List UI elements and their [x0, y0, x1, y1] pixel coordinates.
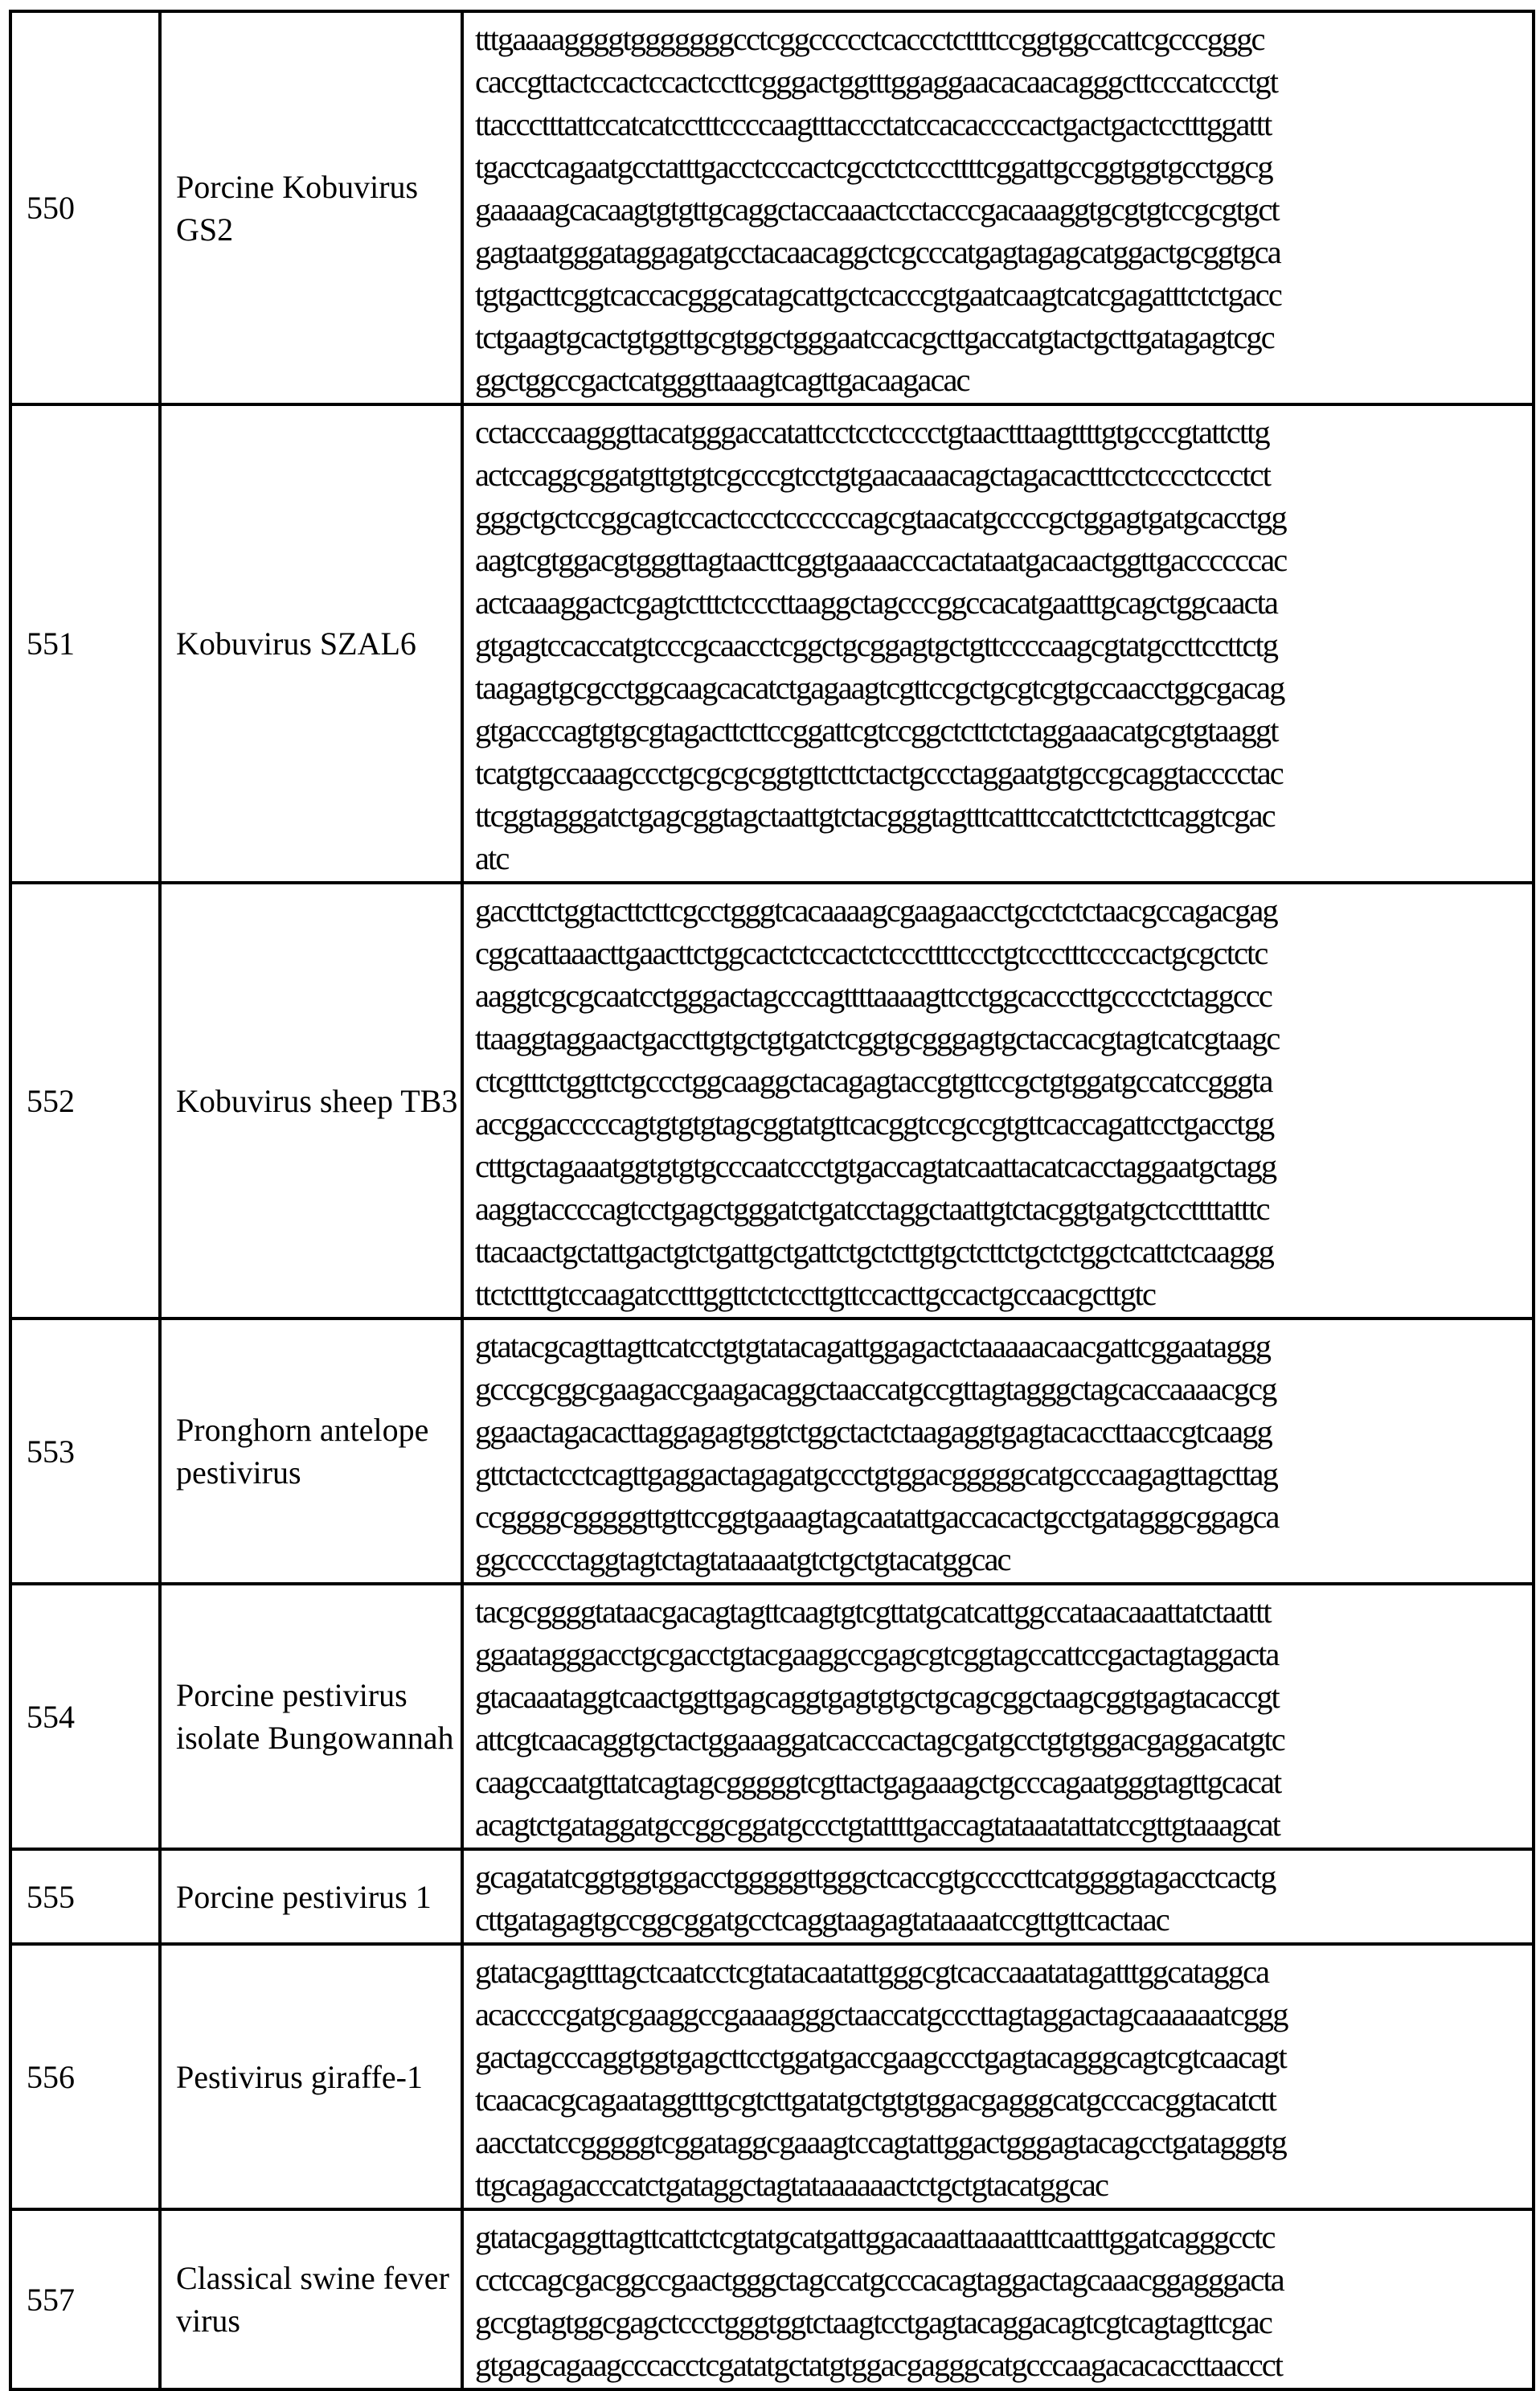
sequence-cell — [462, 1584, 1534, 1849]
sequence-line: ttaccctttattccatcatcctttccccaagtttaccctatccacaccccactgactgactcctttggattt — [475, 106, 1272, 142]
seq-id-cell: 550 — [10, 11, 160, 404]
sequence-line: gtatacgagtttagctcaatcctcgtatacaatattgggcgtcaccaaatatagatttggcataggca — [475, 1954, 1269, 1990]
seq-id-cell: 555 — [10, 1849, 160, 1944]
sequence-line: tgacctcagaatgcctatttgacctcccactcgcctctcccttttcggattgccggtggtgcctggcg — [475, 149, 1272, 185]
table-row — [10, 11, 1534, 404]
sequence-line: gtatacgcagttagttcatcctgtgtatacagattggagactctaaaaacaacgattcggaataggg — [475, 1328, 1271, 1364]
virus-name-cell: Porcine Kobuvirus GS2 — [160, 11, 462, 404]
sequence-line: actccaggcggatgttgtgtcgcccgtcctgtgaacaaacagctagacactttcctcccctccctct — [475, 457, 1270, 493]
sequence-line: ttaaggtaggaactgaccttgtgctgtgatctcggtgcgggagtgctaccacgtagtcatcgtaagc — [475, 1020, 1280, 1056]
sequence-line: gaccttctggtacttcttcgcctgggtcacaaaagcgaagaacctgcctctctaacgccagacgag — [475, 892, 1277, 929]
seq-id-cell: 556 — [10, 1944, 160, 2209]
sequence-cell — [462, 1849, 1534, 1944]
sequence-line: gtacaaataggtcaactggttgagcaggtgagtgtgctgcagcggctaagcggtgagtacaccgt — [475, 1679, 1279, 1715]
sequence-line: cggcattaaacttgaacttctggcactctccactctcccttttccctgtccctttccccactgcgctctc — [475, 935, 1268, 971]
sequence-table — [9, 10, 1535, 2391]
sequence-cell — [462, 2209, 1534, 2389]
sequence-line: gactagcccaggtggtgagcttcctggatgaccgaagccctgagtacagggcagtcgtcaacagt — [475, 2039, 1286, 2075]
sequence-line: aaggtaccccagtcctgagctgggatctgatcctaggctaattgtctacggtgatgctccttttatttc — [475, 1191, 1269, 1227]
sequence-line: gtgagtccaccatgtcccgcaacctcggctgcggagtgctgttccccaagcgtatgccttccttctg — [475, 627, 1278, 663]
sequence-table-body — [10, 11, 1534, 2389]
sequence-line: ttctctttgtccaagatcctttggttctctccttgttccacttgccactgccaacgcttgtc — [475, 1276, 1155, 1312]
virus-name-cell: Kobuvirus SZAL6 — [160, 404, 462, 883]
sequence-line: attcgtcaacaggtgctactggaaaggatcacccactagcgatgcctgtgtggacgaggacatgtc — [475, 1721, 1284, 1757]
seq-id-cell: 557 — [10, 2209, 160, 2389]
sequence-line: acaccccgatgcgaaggccgaaaagggctaaccatgcccttagtaggactagcaaaaaatcggg — [475, 1996, 1288, 2032]
virus-name-cell: Kobuvirus sheep TB3 — [160, 883, 462, 1319]
virus-name-cell: Pestivirus giraffe-1 — [160, 1944, 462, 2209]
table-row — [10, 1319, 1534, 1584]
table-row — [10, 2209, 1534, 2389]
table-row — [10, 1584, 1534, 1849]
virus-name-cell: Pronghorn antelope pestivirus — [160, 1319, 462, 1584]
sequence-line: ggaatagggacctgcgacctgtacgaaggccgagcgtcggtagccattccgactagtaggacta — [475, 1636, 1279, 1672]
sequence-line: tgtgacttcggtcaccacgggcatagcattgctcacccgtgaatcaagtcatcgagatttctctgacc — [475, 277, 1281, 313]
seq-id-cell: 552 — [10, 883, 160, 1319]
virus-name-cell: Porcine pestivirus 1 — [160, 1849, 462, 1944]
sequence-line: tcaacacgcagaataggtttgcgtcttgatatgctgtgtggacgagggcatgcccacggtacatctt — [475, 2081, 1276, 2118]
sequence-line: atc — [475, 840, 509, 876]
virus-name-cell: Classical swine fever virus — [160, 2209, 462, 2389]
sequence-line: gcccgcggcgaagaccgaagacaggctaaccatgccgttagtagggctagcaccaaaacgcg — [475, 1371, 1276, 1407]
sequence-line: taagagtgcgcctggcaagcacatctgagaagtcgttccgctgcgtcgtgccaacctggcgacag — [475, 670, 1284, 706]
sequence-line: aacctatccgggggtcggataggcgaaagtccagtattggactgggagtacagcctgatagggtg — [475, 2124, 1286, 2160]
sequence-line: aaggtcgcgcaatcctgggactagcccagttttaaaagttcctggcacccttgcccctctaggccc — [475, 978, 1272, 1014]
sequence-line: ggctggccgactcatgggttaaagtcagttgacaagacac — [475, 362, 969, 398]
sequence-line: ttgcagagacccatctgataggctagtataaaaaactctgctgtacatggcac — [475, 2167, 1108, 2203]
sequence-line: gtatacgaggttagttcattctcgtatgcatgattggacaaattaaaatttcaatttggatcagggcctc — [475, 2219, 1275, 2255]
sequence-line: actcaaaggactcgagtctttctcccttaaggctagcccggccacatgaatttgcagctggcaacta — [475, 584, 1277, 621]
sequence-cell — [462, 883, 1534, 1319]
sequence-line: tttgaaaaggggtgggggggcctcggccccctcaccctcttttccggtggccattcgcccgggc — [475, 21, 1264, 57]
sequence-line: gtgagcagaagcccacctcgatatgctatgtggacgagggcatgcccaagacacaccttaaccct — [475, 2347, 1283, 2383]
sequence-line: gccgtagtggcgagctccctgggtggtctaagtcctgagtacaggacagtcgtcagtagttcgac — [475, 2304, 1272, 2340]
sequence-line: caccgttactccactccactccttcgggactggtttggaggaacacaacagggcttcccatccctgt — [475, 64, 1277, 100]
seq-id-cell: 554 — [10, 1584, 160, 1849]
sequence-line: tcatgtgccaaagccctgcgcgcggtgttcttctactgccctaggaatgtgccgcaggtacccctac — [475, 755, 1283, 791]
table-row — [10, 883, 1534, 1319]
sequence-cell — [462, 11, 1534, 404]
sequence-line: aagtcgtggacgtgggttagtaacttcggtgaaaacccactataatgacaactggttgaccccccac — [475, 542, 1287, 578]
sequence-line: ttacaactgctattgactgtctgattgctgattctgctcttgtgctcttctgctctggctcattctcaaggg — [475, 1233, 1273, 1269]
sequence-line: cctccagcgacggccgaactgggctagccatgcccacagtaggactagcaaacggagggacta — [475, 2262, 1284, 2298]
sequence-cell — [462, 1319, 1534, 1584]
sequence-line: ggaactagacacttaggagagtggtctggctactctaagaggtgagtacaccttaaccgtcaagg — [475, 1413, 1272, 1450]
virus-name-cell: Porcine pestivirus isolate Bungowannah — [160, 1584, 462, 1849]
sequence-line: gggctgctccggcagtccactccctccccccagcgtaacatgccccgctggagtgatgcacctgg — [475, 499, 1286, 535]
sequence-line: ttcggtagggatctgagcggtagctaattgtctacgggtagtttcatttccatcttctcttcaggtcgac — [475, 798, 1275, 834]
sequence-line: ccggggcgggggttgttccggtgaaagtagcaatattgaccacactgcctgatagggcggagca — [475, 1499, 1279, 1535]
seq-id-cell: 553 — [10, 1319, 160, 1584]
table-row — [10, 404, 1534, 883]
sequence-line: ctttgctagaaatggtgtgtgcccaatccctgtgaccagtatcaattacatcacctaggaatgctagg — [475, 1148, 1276, 1184]
sequence-line: ctcgtttctggttctgccctggcaaggctacagagtaccgtgttccgctgtggatgccatccgggta — [475, 1063, 1272, 1099]
sequence-line: caagccaatgttatcagtagcgggggtcgttactgagaaagctgcccagaatgggtagttgcacat — [475, 1764, 1281, 1800]
table-row — [10, 1849, 1534, 1944]
sequence-line: tacgcggggtataacgacagtagttcaagtgtcgttatgcatcattggccataacaaattatctaattt — [475, 1593, 1271, 1630]
sequence-line: cctacccaagggttacatgggaccatattcctcctcccctgtaactttaagttttgtgcccgtattcttg — [475, 414, 1269, 450]
sequence-cell — [462, 404, 1534, 883]
table-row — [10, 1944, 1534, 2209]
sequence-line: gttctactcctcagttgaggactagagatgccctgtggacgggggcatgcccaagagttagcttag — [475, 1456, 1277, 1492]
sequence-line: cttgatagagtgccggcggatgcctcaggtaagagtataaaatccgttgttcactaac — [475, 1901, 1169, 1938]
sequence-line: gagtaatgggataggagatgcctacaacaggctcgcccatgagtagagcatggactgcggtgca — [475, 234, 1280, 270]
sequence-cell — [462, 1944, 1534, 2209]
sequence-line: gcagatatcggtggtggacctgggggttgggctcaccgtgccccttcatggggtagacctcactg — [475, 1859, 1276, 1895]
sequence-line: gtgacccagtgtgcgtagacttcttccggattcgtccggctcttctctaggaaacatgcgtgtaaggt — [475, 712, 1278, 748]
sequence-line: ggccccctaggtagtctagtataaaatgtctgctgtacatggcac — [475, 1541, 1010, 1577]
seq-id-cell: 551 — [10, 404, 160, 883]
sequence-line: accggacccccagtgtgtgtagcggtatgttcacggtccgccgtgttcaccagattcctgacctgg — [475, 1105, 1274, 1142]
sequence-line: tctgaagtgcactgtggttgcgtggctgggaatccacgcttgaccatgtactgcttgatagagtcgc — [475, 319, 1274, 355]
sequence-line: acagtctgataggatgccggcggatgccctgtattttgaccagtataaatattatccgttgtaaagcat — [475, 1807, 1280, 1843]
sequence-line: gaaaaagcacaagtgtgttgcaggctaccaaactcctacccgacaaaggtgcgtgtccgcgtgct — [475, 191, 1279, 228]
